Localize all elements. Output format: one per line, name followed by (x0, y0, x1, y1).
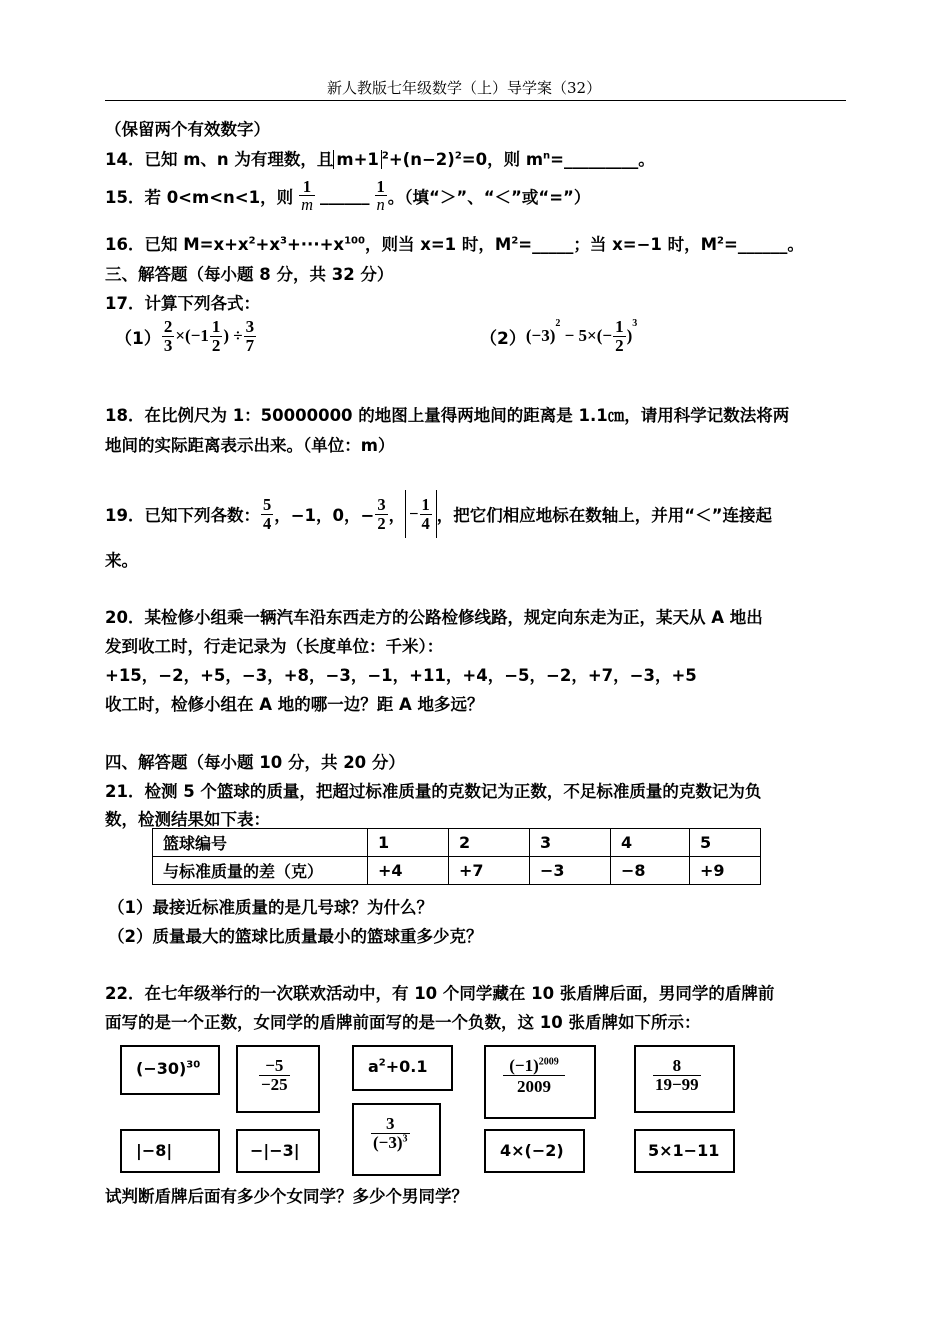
q16-text-a: 16．已知 M=x+x (105, 235, 249, 254)
q17-p2-mid: − 5×(− (560, 326, 613, 346)
q17-p1-f1-den: 3 (163, 335, 173, 355)
question-14 (105, 146, 655, 170)
q19-abs-minus: − (409, 504, 419, 523)
q19-f1-den: 4 (262, 513, 272, 533)
q19-f3-num: 1 (421, 495, 430, 515)
q14-text-a: 14．已知 m、n 为有理数，且 (105, 150, 334, 169)
q17-p2-expr: (−3) (525, 326, 556, 346)
table-cell: +9 (690, 857, 761, 885)
question-22-line-2: 面写的是一个正数，女同学的盾牌前面写的是一个负数，这 10 张盾牌如下所示： (105, 1013, 701, 1032)
q15-text-c: 。（填“＞”、“＜”或“=”） (387, 187, 591, 207)
table-cell: +7 (449, 857, 530, 885)
shield-card-2 (236, 1045, 320, 1113)
q17-p1-f1-num: 2 (163, 317, 173, 336)
card-9-text: 4×(−2) (500, 1141, 564, 1160)
q19-frac-1 (261, 496, 273, 532)
table-row (153, 829, 761, 857)
q17-p1-f2-den: 2 (211, 335, 221, 355)
card-5-den: 19−99 (655, 1074, 699, 1094)
q14-text-d: =_________。 (550, 150, 655, 169)
shield-card-6 (120, 1129, 220, 1173)
card-5-fraction (653, 1057, 701, 1094)
q16-text-b: +x (255, 235, 280, 254)
q15-text-a: 15．若 0<m<n<1，则 (105, 187, 294, 207)
q17-p1-frac-2 (210, 318, 223, 355)
table-row (153, 857, 761, 885)
q19-text-a: 19．已知下列各数： (105, 506, 260, 525)
table-cell: 4 (611, 829, 690, 857)
question-22-ask: 试判断盾牌后面有多少个女同学？多少个男同学？ (105, 1187, 468, 1206)
card-4-num (507, 1057, 561, 1075)
q15-f2-den: n (376, 195, 385, 215)
question-16 (105, 231, 804, 255)
table-cell: −8 (611, 857, 690, 885)
shield-card-10 (634, 1129, 735, 1173)
q19-f2-num: 3 (377, 495, 386, 515)
card-4-den: 2009 (503, 1075, 565, 1096)
q19-f1-num: 5 (262, 495, 272, 515)
card-4-exp: 2009 (538, 1056, 559, 1068)
question-17-title: 17．计算下列各式： (105, 294, 260, 313)
q17-p1-frac-3 (244, 318, 257, 355)
q16-sup-m1: 2 (511, 235, 519, 247)
q15-blank: ______ (320, 186, 370, 206)
card-6-text: |−8| (136, 1141, 173, 1160)
q16-text-c: +···+x (286, 235, 345, 254)
card-1-base: (−30) (136, 1059, 187, 1078)
q14-sup-b: 2 (454, 150, 462, 162)
q19-text-e: 来。 (105, 551, 138, 570)
question-20-line-2: 发到收工时，行走记录为（长度单位：千米）： (105, 637, 444, 656)
shield-card-9 (484, 1129, 585, 1173)
q19-text-d: ，把它们相应地标在数轴上，并用“＜”连接起 (436, 506, 772, 525)
table-cell: 1 (368, 829, 449, 857)
section-4-heading: 四、解答题（每小题 10 分，共 20 分） (105, 753, 405, 772)
q16-sup-2: 2 (248, 235, 256, 247)
q19-text-c: ， (388, 506, 406, 525)
question-20-line-1: 20．某检修小组乘一辆汽车沿东西走方的公路检修线路，规定向东走为正，某天从 A 地出 (105, 608, 763, 627)
question-22-line-1: 22．在七年级举行的一次联欢活动中，有 10 个同学藏在 10 张盾牌后面，男同学的盾牌前 (105, 984, 775, 1003)
q19-f3-den: 4 (421, 513, 430, 533)
q14-text-c: =0，则 m (461, 150, 544, 169)
q16-text-f: =______。 (724, 235, 804, 254)
q19-text-b: ，−1，0，− (274, 506, 375, 525)
q16-text-e: =_____；当 x=−1 时，M (518, 235, 718, 254)
q17-p1-f3-den: 7 (245, 335, 255, 355)
q16-sup-3: 3 (280, 235, 287, 247)
table-cell: 2 (449, 829, 530, 857)
q15-fraction-1 (299, 178, 315, 214)
page-header-title: 新人教版七年级数学（上）导学案（32） (327, 79, 602, 97)
card-2-num: −5 (265, 1056, 284, 1075)
shield-card-4 (484, 1045, 596, 1119)
q14-sup-a: 2 (381, 150, 389, 162)
card-2-fraction (259, 1057, 290, 1094)
q17-p2-cube: 3 (632, 318, 638, 329)
q17-part-2 (480, 318, 637, 355)
q17-p2-f-num: 1 (615, 317, 624, 336)
question-18-line-1: 18．在比例尺为 1：50000000 的地图上量得两地间的距离是 1.1㎝，请用科学记数法将两 (105, 406, 790, 425)
q17-p1-frac-1 (162, 318, 175, 355)
q19-f2-den: 2 (377, 513, 386, 533)
q17-part-1 (115, 318, 257, 355)
table-cell: 5 (690, 829, 761, 857)
shield-card-8 (352, 1103, 441, 1176)
q17-p2-close: ) (626, 326, 633, 346)
table-cell: 与标准质量的差（克） (153, 857, 368, 885)
q16-text-d: ，则当 x=1 时，M (364, 235, 512, 254)
card-1-text (136, 1059, 200, 1078)
shield-card-1 (120, 1045, 220, 1095)
card-7-text: −|−3| (250, 1141, 300, 1160)
shield-card-7 (236, 1129, 320, 1173)
card-8-den (371, 1133, 410, 1152)
q17-p2-square: 2 (555, 318, 561, 329)
q17-p2-f-den: 2 (615, 335, 624, 355)
q14-sup-n: n (543, 150, 551, 162)
question-20-record: +15，−2，+5，−3，+8，−3，−1，+11，+4，−5，−2，+7，−3，+5 (105, 666, 697, 685)
table-cell: 3 (530, 829, 611, 857)
card-10-text: 5×1−11 (648, 1141, 720, 1160)
header-rule (105, 100, 846, 101)
q15-fraction-2 (375, 178, 387, 214)
section-3-heading: 三、解答题（每小题 8 分，共 32 分） (105, 265, 394, 284)
q15-f1-num: 1 (302, 177, 312, 196)
question-20-line-4: 收工时，检修小组在 A 地的哪一边？距 A 地多远？ (105, 695, 484, 714)
table-cell: +4 (368, 857, 449, 885)
q17-p1-f2-num: 1 (211, 317, 221, 336)
question-21-line-1: 21．检测 5 个篮球的质量，把超过标准质量的克数记为正数，不足标准质量的克数记为负 (105, 782, 762, 801)
basketball-table (152, 828, 761, 885)
q19-abs-value (405, 490, 437, 538)
card-8-num: 3 (386, 1114, 395, 1133)
q17-p1-label: （1） (115, 328, 161, 349)
question-21-sub-2: （2）质量最大的篮球比质量最小的篮球重多少克？ (108, 927, 483, 946)
q19-frac-3 (420, 496, 432, 532)
card-4-base: (−1) (509, 1056, 539, 1075)
q17-p2-label: （2） (480, 328, 526, 349)
card-4-fraction (503, 1057, 565, 1096)
q17-p2-frac (613, 318, 626, 355)
intro-note: （保留两个有效数字） (105, 120, 270, 139)
question-21-line-2: 数，检测结果如下表： (105, 810, 270, 829)
question-19 (105, 490, 772, 538)
question-15 (105, 178, 590, 214)
q15-f2-num: 1 (376, 177, 385, 196)
q19-frac-2 (375, 496, 387, 532)
table-cell: −3 (530, 857, 611, 885)
q17-p1-mid2: ) ÷ (223, 326, 243, 346)
card-8-base: (−3) (373, 1132, 403, 1152)
card-8-fraction (371, 1115, 410, 1152)
shield-card-3 (352, 1045, 453, 1091)
card-8-exp: 3 (402, 1133, 408, 1145)
card-1-exp: 30 (186, 1059, 201, 1071)
q16-sup-100: 100 (344, 235, 365, 247)
card-3-exp: 2 (378, 1057, 386, 1069)
q17-p1-f3-num: 3 (245, 317, 255, 336)
q17-p1-mid: ×(−1 (175, 326, 209, 346)
q16-sup-m2: 2 (717, 235, 725, 247)
q14-text-b: +(n−2) (388, 150, 455, 169)
card-3-text (368, 1057, 428, 1076)
q15-f1-den: m (301, 195, 314, 215)
card-2-den: −25 (261, 1074, 288, 1094)
question-21-sub-1: （1）最接近标准质量的是几号球？为什么？ (108, 898, 433, 917)
card-3-rest: +0.1 (385, 1057, 428, 1076)
table-cell: 篮球编号 (153, 829, 368, 857)
card-5-num: 8 (672, 1056, 682, 1075)
card-3-var: a (368, 1057, 379, 1076)
question-18-line-2: 地间的实际距离表示出来。（单位：m） (105, 436, 395, 455)
q14-abs: m+1 (333, 150, 382, 169)
shield-card-5 (634, 1045, 735, 1113)
